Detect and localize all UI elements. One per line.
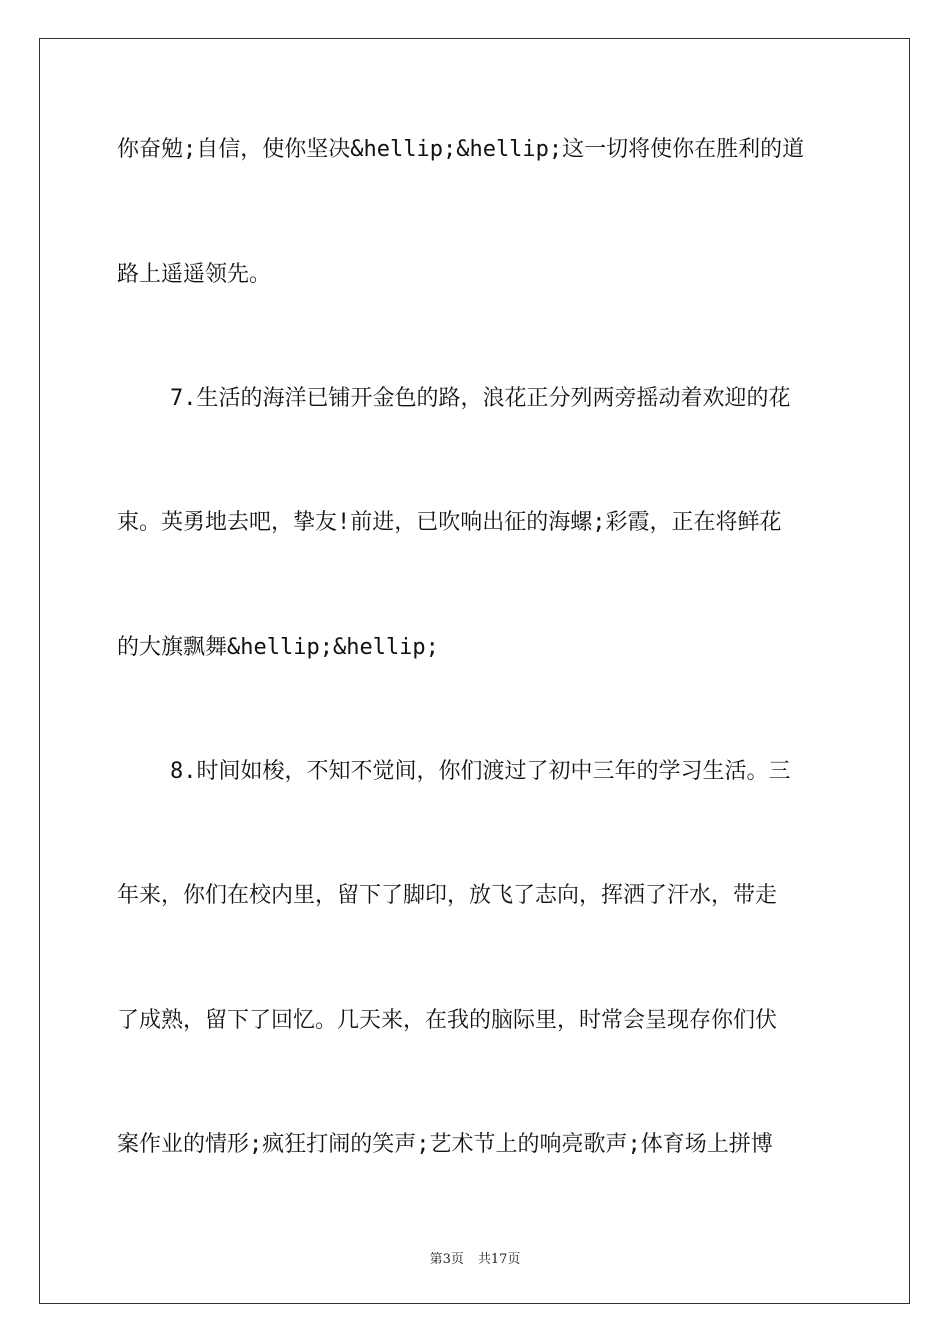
text-line-6: 8.时间如梭，不知不觉间，你们渡过了初中三年的学习生活。三 <box>117 759 791 784</box>
text-line-1: 你奋勉;自信，使你坚决&hellip;&hellip;这一切将使你在胜利的道 <box>117 137 805 162</box>
text-line-4: 束。英勇地去吧，挚友!前进，已吹响出征的海螺;彩霞，正在将鲜花 <box>117 510 782 535</box>
page-border <box>39 38 910 1304</box>
text-line-9: 案作业的情形;疯狂打闹的笑声;艺术节上的响亮歌声;体育场上拼博 <box>117 1132 773 1157</box>
text-line-5: 的大旗飘舞&hellip;&hellip; <box>117 635 439 660</box>
page-footer <box>0 1248 950 1267</box>
text-line-2: 路上遥遥领先。 <box>117 262 272 287</box>
page-total: 共17页 <box>477 1252 521 1267</box>
text-line-7: 年来，你们在校内里，留下了脚印，放飞了志向，挥洒了汗水，带走 <box>117 883 778 908</box>
text-line-3: 7.生活的海洋已铺开金色的路，浪花正分列两旁摇动着欢迎的花 <box>117 386 791 411</box>
text-line-8: 了成熟，留下了回忆。几天来，在我的脑际里，时常会呈现存你们伏 <box>117 1008 778 1033</box>
page-number: 第3页 <box>429 1252 464 1267</box>
